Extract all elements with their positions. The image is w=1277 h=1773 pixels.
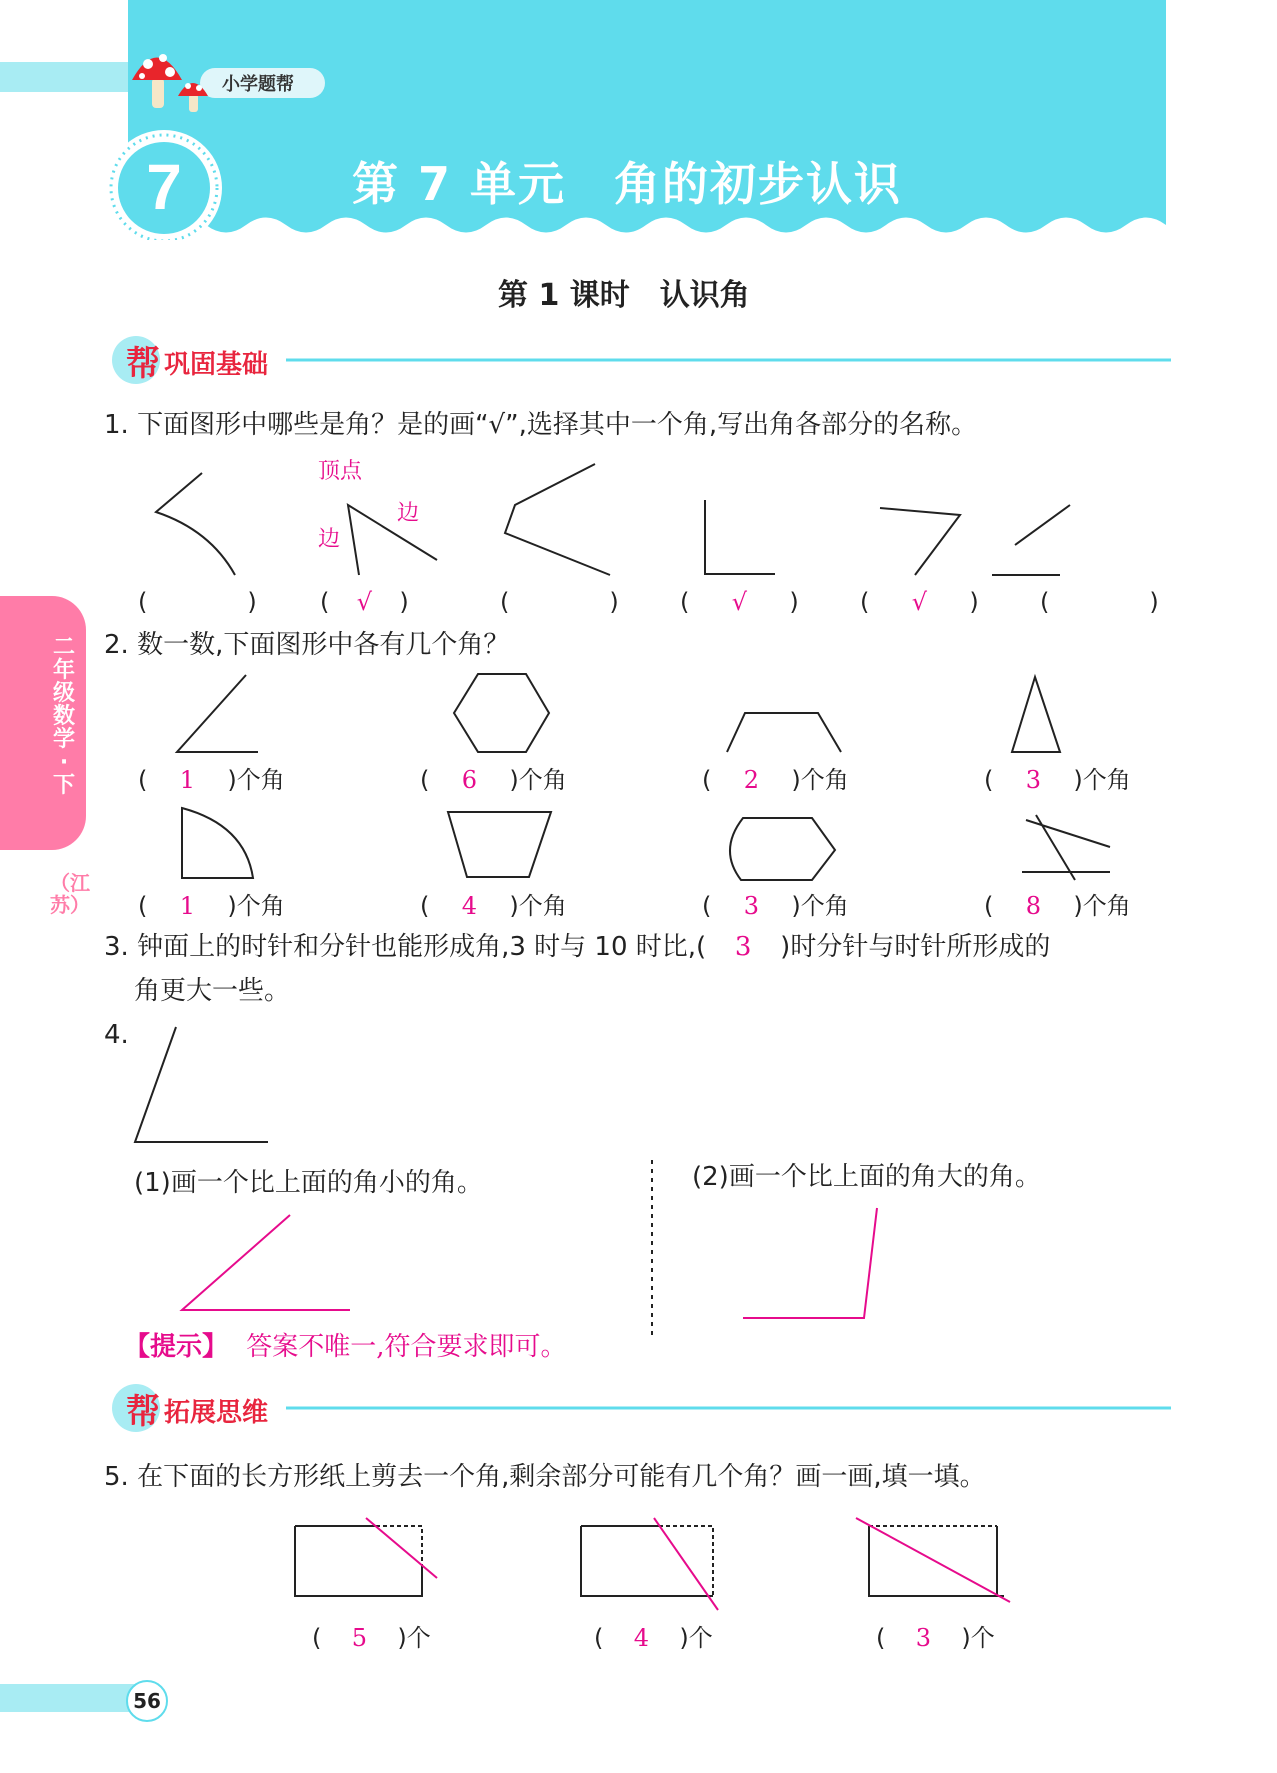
q5-cut-line3 <box>856 1518 1010 1602</box>
q4-hint <box>124 1326 567 1363</box>
q2-fig6 <box>448 812 551 877</box>
q5-text: 5. 在下面的长方形纸上剪去一个角,剩余部分可能有几个角？画一画,填一填。 <box>104 1462 986 1492</box>
section-basic-bang: 帮 <box>126 344 160 384</box>
unit-title: 第 7 单元 角的初步认识 <box>352 157 903 211</box>
footer-bar <box>0 1684 140 1712</box>
q3-text-after: )时分针与时针所形成的 <box>780 932 1051 962</box>
q4-part1: (1)画一个比上面的角小的角。 <box>134 1168 483 1198</box>
q2-text: 2. 数一数,下面图形中各有几个角？ <box>104 630 510 660</box>
brand-name: 小学题帮 <box>222 74 294 95</box>
section-extend-title: 拓展思维 <box>164 1398 269 1428</box>
q2-answer-5: ( 1 )个角 <box>138 892 285 920</box>
q4-number: 4. <box>104 1020 129 1050</box>
q1-fig5 <box>880 508 960 575</box>
q1-fig6 <box>992 505 1070 575</box>
unit-number: 7 <box>146 151 182 223</box>
q4-answer-small-angle <box>182 1215 350 1310</box>
q4-part2: (2)画一个比上面的角大的角。 <box>692 1162 1041 1192</box>
q1-answer-6: ( ) <box>1040 588 1159 616</box>
q5-rect2 <box>581 1526 713 1596</box>
q5-answer-3: ( 3 )个 <box>876 1624 995 1652</box>
q3-line1 <box>104 930 1050 964</box>
lesson-title: 第 1 课时 认识角 <box>498 278 750 313</box>
q2-fig4 <box>1012 677 1060 752</box>
q5-answer-2: ( 4 )个 <box>594 1624 713 1652</box>
q2-answer-6: ( 4 )个角 <box>420 892 567 920</box>
q1-fig1 <box>156 473 235 575</box>
q2-answer-2: ( 6 )个角 <box>420 766 567 794</box>
q2-fig5 <box>182 808 253 878</box>
q4-hint-text: 答案不唯一,符合要求即可。 <box>246 1332 567 1362</box>
q1-answer-2: ( √ ) <box>320 588 409 616</box>
q4-hint-label: 【提示】 <box>124 1332 229 1362</box>
q1-label-side-left: 边 <box>318 527 341 552</box>
side-tab-grade: 二年级数学·下 <box>52 635 75 798</box>
section-basic-title: 巩固基础 <box>164 350 269 380</box>
q1-label-side-right: 边 <box>397 501 420 526</box>
page-number: 56 <box>126 1680 168 1722</box>
q1-fig4 <box>705 500 775 574</box>
q3-text-before: 3. 钟面上的时针和分针也能形成角,3 时与 10 时比,( <box>104 932 707 962</box>
q5-answer-1: ( 5 )个 <box>312 1624 431 1652</box>
section-extend-bang: 帮 <box>126 1392 160 1432</box>
q1-text: 1. 下面图形中哪些是角？是的画“√”,选择其中一个角,写出角各部分的名称。 <box>104 410 978 440</box>
q3-line2: 角更大一些。 <box>134 976 291 1006</box>
q2-fig3 <box>727 713 841 752</box>
q2-fig1 <box>177 675 258 752</box>
q1-fig3 <box>505 464 610 575</box>
section-extend-heading <box>106 1378 1171 1434</box>
q1-fig2 <box>348 505 437 575</box>
q1-answer-4: ( √ ) <box>680 588 799 616</box>
q2-fig8 <box>1022 815 1110 880</box>
q2-answer-1: ( 1 )个角 <box>138 766 285 794</box>
q2-answer-8: ( 8 )个角 <box>984 892 1131 920</box>
q1-answer-3: ( ) <box>500 588 619 616</box>
q2-fig2 <box>454 674 549 752</box>
q5-cut-line1 <box>366 1518 437 1578</box>
q1-answer-5: ( √ ) <box>860 588 979 616</box>
q5-rect1 <box>295 1526 422 1596</box>
q3-answer: 3 <box>734 932 752 962</box>
q2-fig7 <box>730 818 835 880</box>
q1-answer-1: ( ) <box>138 588 257 616</box>
q2-answer-4: ( 3 )个角 <box>984 766 1131 794</box>
q2-answer-7: ( 3 )个角 <box>702 892 849 920</box>
q1-label-vertex: 顶点 <box>318 459 363 484</box>
q2-answer-3: ( 2 )个角 <box>702 766 849 794</box>
q4-answer-large-angle <box>743 1208 877 1318</box>
side-tab-region: （江苏） <box>50 871 90 917</box>
q4-given-angle <box>135 1027 268 1142</box>
